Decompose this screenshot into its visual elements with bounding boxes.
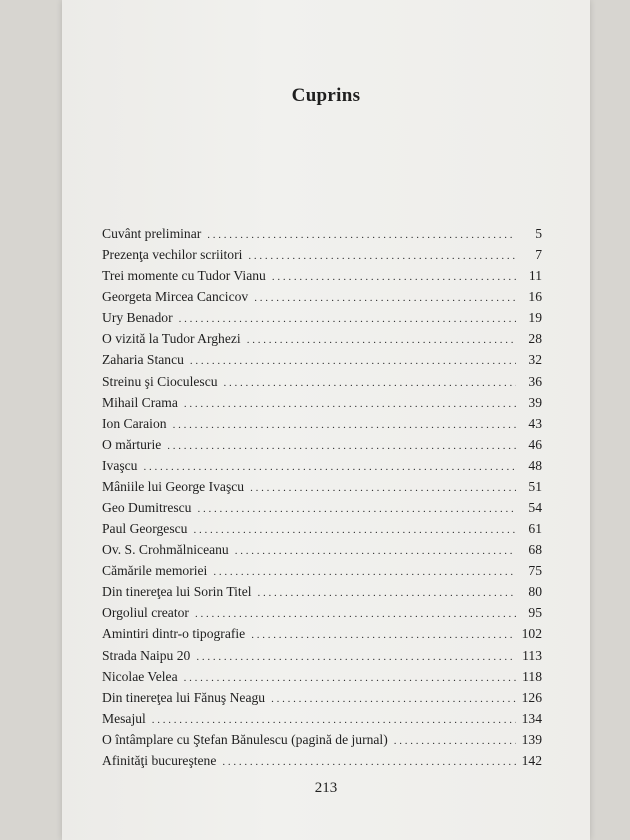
toc-entry-page: 7	[535, 247, 542, 263]
dot-leader	[258, 587, 516, 599]
toc-entry	[102, 331, 542, 352]
dot-leader	[254, 292, 516, 304]
toc-entry	[102, 437, 542, 458]
toc-entry-title: Ion Caraion	[102, 415, 167, 431]
toc-entry-page: 118	[522, 668, 542, 684]
toc-entry	[102, 416, 542, 437]
dot-leader	[190, 355, 516, 367]
toc-entry-title: Amintiri dintr-o tipografie	[102, 626, 246, 642]
toc-entry-page: 68	[528, 542, 542, 558]
toc-entry-title: Mihail Crama	[102, 394, 178, 410]
toc-entry	[102, 268, 542, 289]
toc-entry	[102, 584, 542, 605]
toc-entry-page: 36	[528, 373, 542, 389]
toc-entry-page: 102	[521, 626, 542, 642]
toc-entry	[102, 310, 542, 331]
toc-entry-title: Geo Dumitrescu	[102, 500, 192, 516]
toc-entry	[102, 732, 542, 753]
dot-leader	[173, 419, 516, 431]
toc-entry-page: 139	[521, 731, 542, 747]
dot-leader	[224, 377, 516, 389]
toc-entry-title: O vizită la Tudor Arghezi	[102, 331, 241, 347]
toc-entry-title: Mesajul	[102, 710, 146, 726]
dot-leader	[394, 735, 516, 747]
toc-entry-title: Nicolae Velea	[102, 668, 178, 684]
toc-entry-page: 5	[535, 226, 542, 241]
toc-entry-title: Afinităţi bucureştene	[102, 752, 217, 768]
toc-entry-page: 43	[528, 415, 542, 431]
toc-entry-page: 28	[528, 331, 542, 347]
toc-entry-page: 54	[528, 500, 542, 516]
toc-entry-page: 61	[528, 521, 542, 537]
toc-entry-title: Orgoliul creator	[102, 605, 189, 621]
toc-entry-title: Mâniile lui George Ivaşcu	[102, 478, 245, 494]
toc-entry	[102, 395, 542, 416]
toc-entry	[102, 226, 542, 247]
toc-entry-title: Trei momente cu Tudor Vianu	[102, 268, 266, 284]
dot-leader	[247, 334, 516, 346]
dot-leader	[271, 693, 516, 705]
toc-entry	[102, 247, 542, 268]
dot-leader	[272, 271, 516, 283]
toc-entry	[102, 605, 542, 626]
toc-entry	[102, 753, 542, 774]
toc-entry-title: Paul Georgescu	[102, 521, 188, 537]
toc-entry-title: Streinu şi Cioculescu	[102, 373, 218, 389]
toc-entry	[102, 521, 542, 542]
dot-leader	[179, 313, 516, 325]
toc-entry-page: 95	[528, 605, 542, 621]
toc-entry-page: 32	[528, 352, 542, 368]
toc-entry-page: 19	[528, 310, 542, 326]
table-of-contents	[102, 226, 542, 774]
book-page	[62, 0, 590, 840]
dot-leader	[248, 250, 516, 262]
toc-entry	[102, 648, 542, 669]
toc-entry-title: Din tinereţea lui Fănuş Neagu	[102, 689, 266, 705]
dot-leader	[197, 503, 516, 515]
dot-leader	[250, 482, 516, 494]
page-title: Cuprins	[291, 84, 361, 106]
toc-entry-page: 48	[528, 457, 542, 473]
toc-entry-title: Ury Benador	[102, 310, 173, 326]
toc-entry-page: 51	[528, 478, 542, 494]
toc-entry-page: 39	[528, 394, 542, 410]
toc-entry-title: Ov. S. Crohmălniceanu	[102, 542, 229, 558]
dot-leader	[184, 672, 516, 684]
toc-entry	[102, 669, 542, 690]
dot-leader	[193, 524, 516, 536]
dot-leader	[196, 651, 516, 663]
toc-entry-page: 46	[528, 436, 542, 452]
toc-entry-title: Ivaşcu	[102, 457, 138, 473]
toc-entry	[102, 458, 542, 479]
toc-entry-title: O mărturie	[102, 436, 162, 452]
toc-entry	[102, 500, 542, 521]
dot-leader	[222, 756, 516, 768]
toc-entry	[102, 711, 542, 732]
toc-entry-page: 113	[522, 647, 542, 663]
dot-leader	[207, 229, 516, 241]
toc-entry	[102, 374, 542, 395]
toc-entry	[102, 563, 542, 584]
dot-leader	[184, 398, 516, 410]
toc-entry-title: Strada Naipu 20	[102, 647, 191, 663]
toc-entry-page: 142	[521, 752, 542, 768]
toc-entry-title: Zaharia Stancu	[102, 352, 184, 368]
toc-entry-page: 80	[528, 584, 542, 600]
dot-leader	[235, 545, 516, 557]
toc-entry-title: Din tinereţea lui Sorin Titel	[102, 584, 252, 600]
toc-entry-title: Cuvânt preliminar	[102, 226, 202, 241]
toc-entry-page: 126	[521, 689, 542, 705]
toc-entry	[102, 542, 542, 563]
dot-leader	[251, 629, 516, 641]
toc-entry	[102, 690, 542, 711]
toc-entry	[102, 479, 542, 500]
toc-entry-title: Cămările memoriei	[102, 563, 208, 579]
toc-entry-title: Prezenţa vechilor scriitori	[102, 247, 243, 263]
dot-leader	[167, 440, 516, 452]
toc-entry	[102, 289, 542, 310]
toc-entry-title: Georgeta Mircea Cancicov	[102, 289, 249, 305]
dot-leader	[143, 461, 516, 473]
toc-entry-page: 11	[528, 268, 542, 284]
toc-entry	[102, 626, 542, 647]
toc-entry-page: 75	[528, 563, 542, 579]
page-number: 213	[314, 780, 338, 796]
toc-entry-page: 16	[528, 289, 542, 305]
toc-entry-page: 134	[521, 710, 542, 726]
dot-leader	[152, 714, 516, 726]
toc-entry	[102, 352, 542, 373]
dot-leader	[213, 566, 516, 578]
dot-leader	[195, 608, 516, 620]
toc-entry-title: O întâmplare cu Ştefan Bănulescu (pagină de jurnal)	[102, 731, 388, 747]
